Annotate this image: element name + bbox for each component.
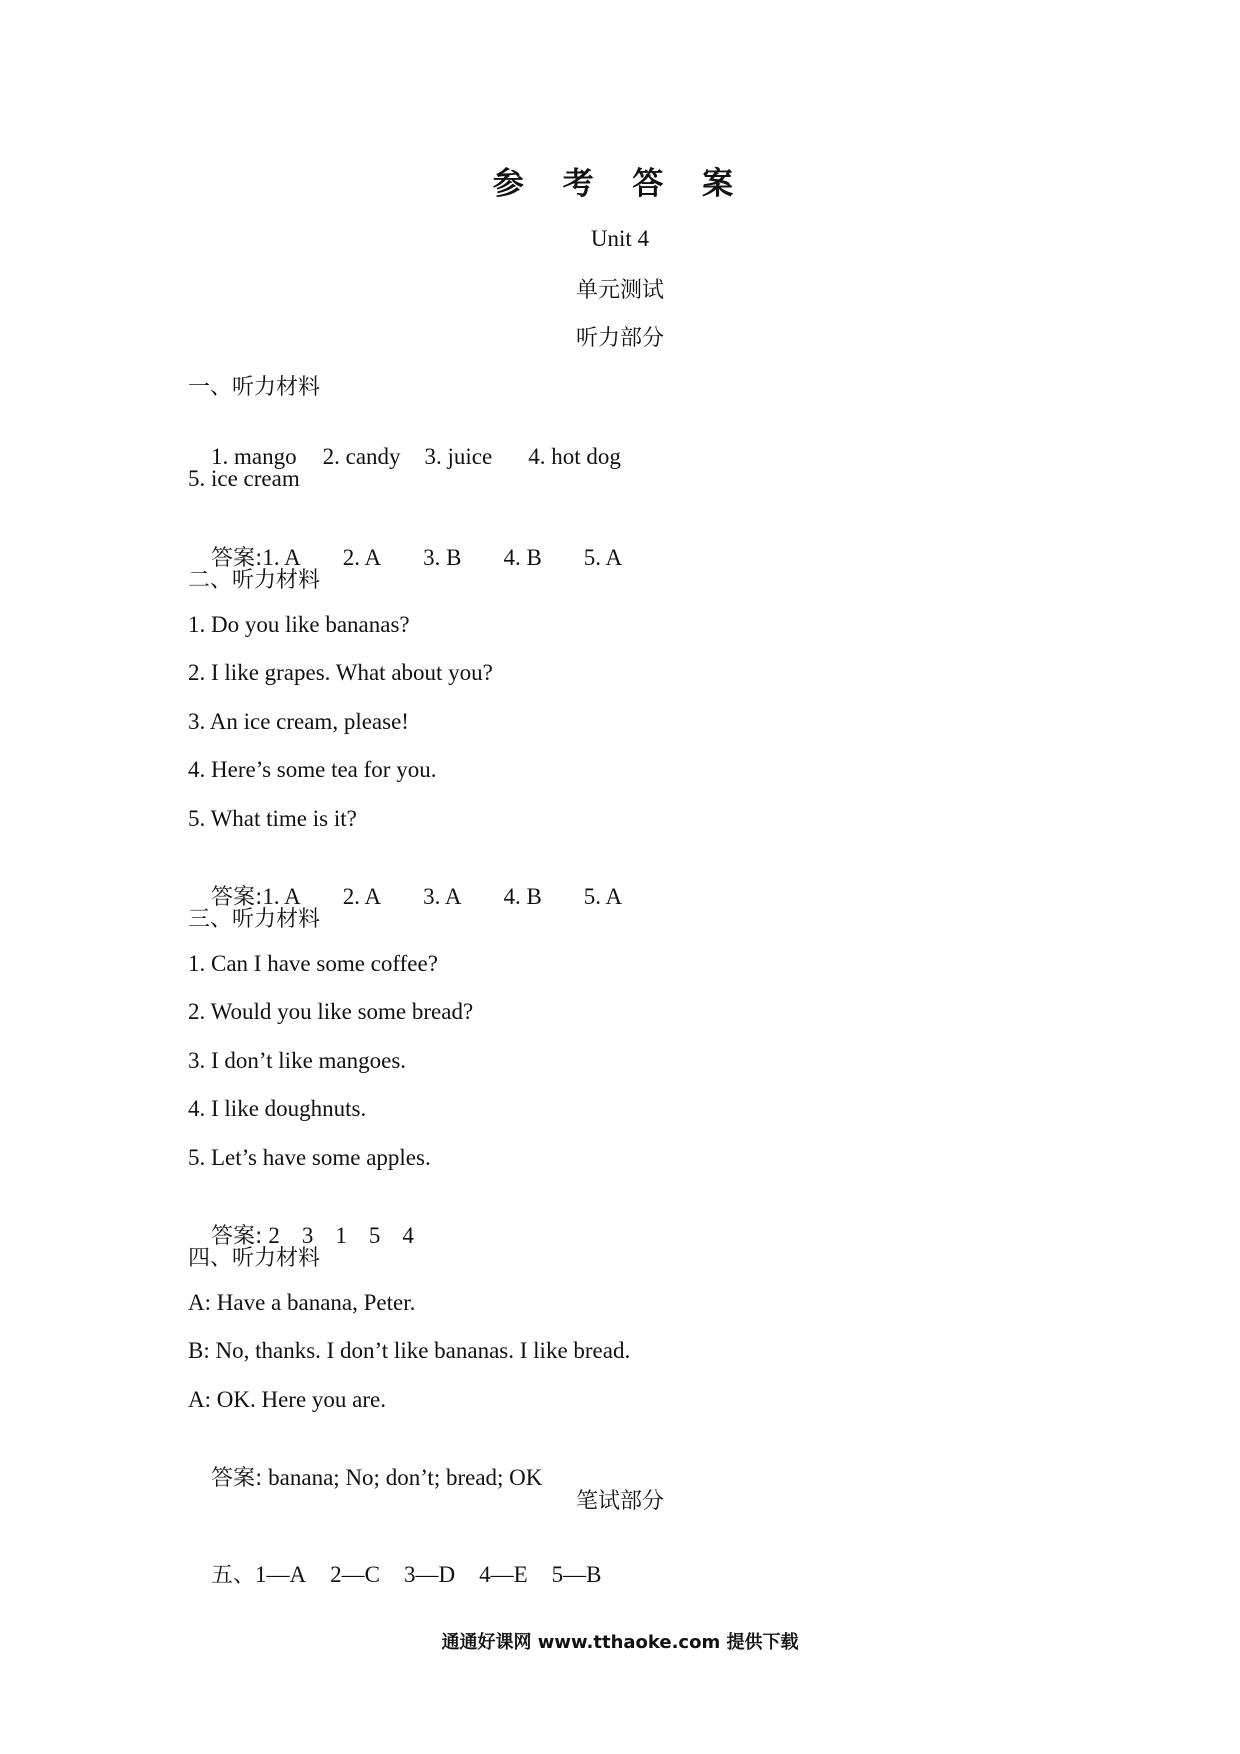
listening-part-heading: 听力部分: [575, 326, 664, 351]
section3-heading: 三、听力材料: [188, 907, 321, 932]
section1-item: 1. mango: [211, 444, 297, 469]
answer: 5—B: [551, 1562, 602, 1587]
section2-heading: 二、听力材料: [188, 568, 321, 593]
section1-heading: 一、听力材料: [188, 375, 321, 400]
section4-item: B: No, thanks. I don’t like bananas. I like bread.: [188, 1338, 631, 1363]
section3-item: 1. Can I have some coffee?: [188, 951, 438, 976]
section4-heading: 四、听力材料: [188, 1246, 321, 1271]
footer-credit: 通通好课网 www.tthaoke.com 提供下载: [441, 1632, 799, 1653]
section1-item: 5. ice cream: [188, 466, 300, 491]
section5-answers: [188, 1532, 602, 1615]
section4-item: A: Have a banana, Peter.: [188, 1290, 416, 1315]
section3-item: 2. Would you like some bread?: [188, 999, 474, 1024]
answer: 2: [268, 1223, 280, 1248]
answer-label: 答案:: [211, 1224, 263, 1249]
answer-label: 答案:: [211, 1466, 263, 1491]
written-part-heading: 笔试部分: [575, 1489, 664, 1514]
answer: 4: [402, 1223, 414, 1248]
section1-item: 4. hot dog: [528, 444, 621, 469]
answer: 4—E: [479, 1562, 528, 1587]
answer: 1. A: [262, 545, 301, 570]
answer: 1. A: [262, 884, 301, 909]
section2-item: 4. Here’s some tea for you.: [188, 757, 437, 782]
section4-item: A: OK. Here you are.: [188, 1387, 386, 1412]
answer: 2. A: [342, 884, 382, 909]
section2-item: 5. What time is it?: [188, 806, 357, 831]
section1-item: 2. candy: [322, 444, 401, 469]
section3-item: 3. I don’t like mangoes.: [188, 1048, 407, 1073]
unit-label: Unit 4: [590, 226, 650, 251]
answer: 3. A: [423, 884, 462, 909]
answer: 3. B: [423, 545, 462, 570]
section5-heading: 五、: [211, 1563, 256, 1588]
answer: 5: [368, 1223, 381, 1248]
section1-item: 3. juice: [424, 444, 493, 469]
section2-item: 2. I like grapes. What about you?: [188, 660, 493, 685]
answer: banana; No; don’t; bread; OK: [262, 1465, 543, 1490]
section3-item: 5. Let’s have some apples.: [188, 1145, 431, 1170]
section3-item: 4. I like doughnuts.: [188, 1096, 367, 1121]
test-label: 单元测试: [575, 278, 664, 303]
answer: 4. B: [503, 545, 542, 570]
answer: 1—A: [255, 1562, 307, 1587]
answer: 5. A: [583, 545, 623, 570]
answer: 1: [335, 1223, 347, 1248]
answer: 4. B: [503, 884, 542, 909]
section2-item: 1. Do you like bananas?: [188, 612, 410, 637]
answer: 3: [301, 1223, 314, 1248]
answer: 2—C: [330, 1562, 380, 1587]
answer: 5. A: [583, 884, 623, 909]
answer: 2. A: [342, 545, 382, 570]
page-title: 参 考 答 案: [492, 166, 748, 202]
answer: 3—D: [403, 1562, 456, 1587]
answer-label: 答案:: [211, 546, 263, 571]
answer-label: 答案:: [211, 885, 263, 910]
section2-item: 3. An ice cream, please!: [188, 709, 409, 734]
